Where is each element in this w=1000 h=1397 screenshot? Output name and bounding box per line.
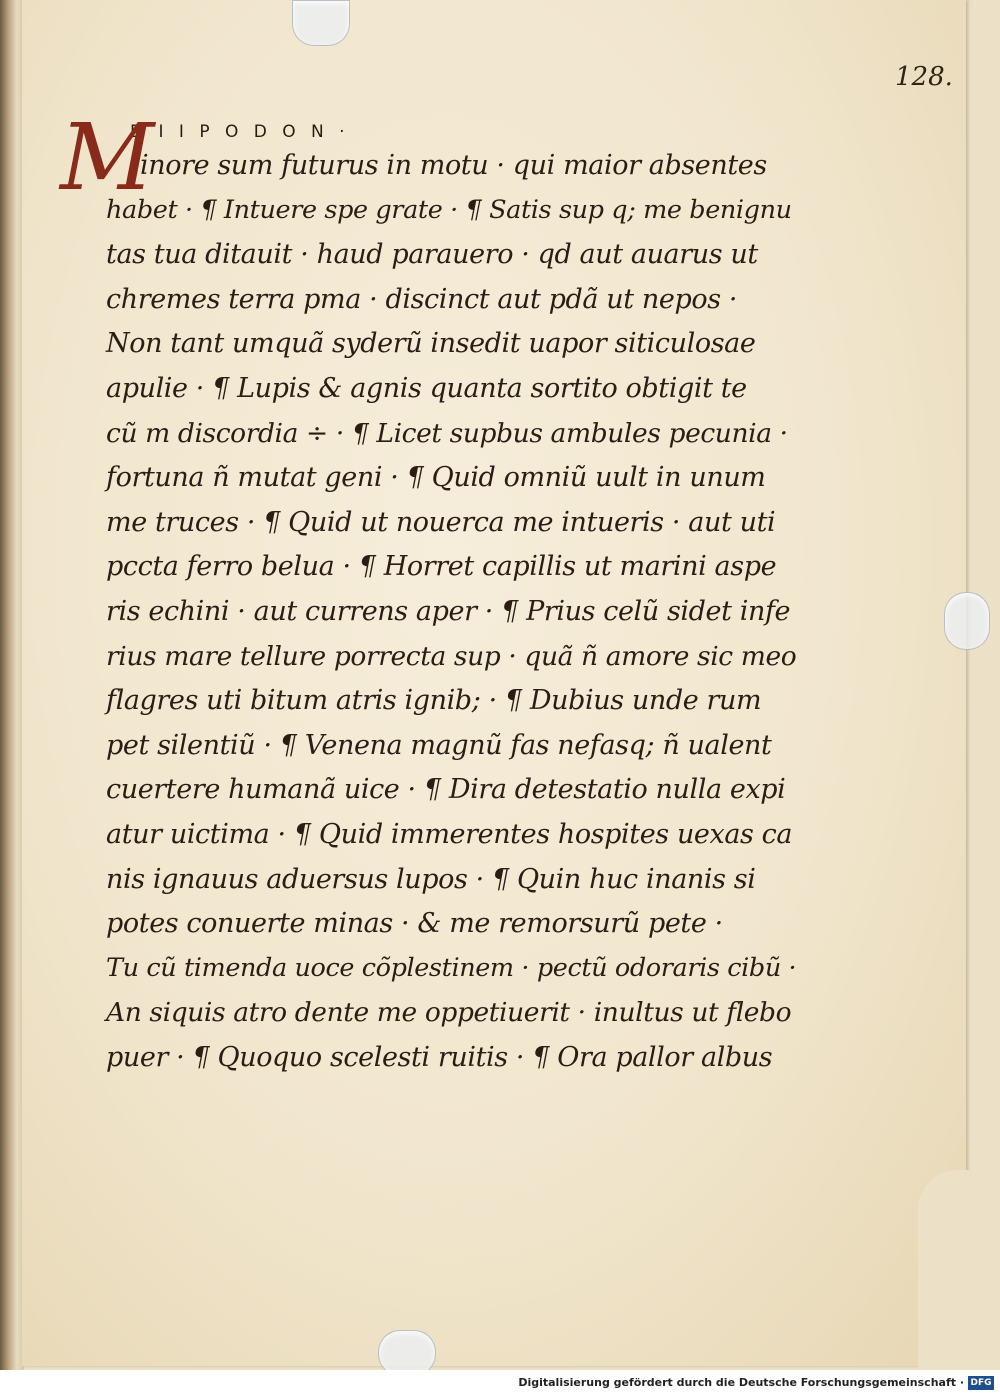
funding-credit: Digitalisierung gefördert durch die Deutsche Forschungsgemeinschaft ·: [518, 1376, 964, 1389]
manuscript-line: flagres uti bitum atris ignib; · ¶ Dubius unde rum: [106, 685, 762, 717]
folio-number: 128.: [895, 62, 953, 92]
manuscript-line: rius mare tellure porrecta sup · quã ñ amore sic meo: [106, 640, 797, 672]
manuscript-line: cũ m discordia ÷ · ¶ Licet supbus ambules pecunia ·: [106, 417, 788, 449]
manuscript-line: Tu cũ timenda uoce cõplestinem · pectũ odoraris cibũ ·: [106, 952, 797, 983]
page-clip-right: [944, 592, 990, 650]
manuscript-line: inore sum futurus in motu · qui maior absentes: [140, 150, 767, 181]
manuscript-line: apulie · ¶ Lupis & agnis quanta sortito obtigit te: [106, 373, 747, 404]
manuscript-line: puer · ¶ Quoquo scelesti ruitis · ¶ Ora pallor albus: [106, 1042, 773, 1073]
rubric-heading: D I I P O D O N ·: [130, 122, 350, 142]
manuscript-line: nis ignauus aduersus lupos · ¶ Quin huc inanis si: [106, 863, 756, 895]
manuscript-line: ris echini · aut currens aper · ¶ Prius celũ sidet infe: [106, 596, 791, 627]
page-notch: [918, 1170, 978, 1370]
manuscript-line: chremes terra pma · discinct aut pdã ut nepos ·: [106, 283, 738, 315]
dfg-logo: DFG: [968, 1376, 994, 1390]
manuscript-line: atur uictima · ¶ Quid immerentes hospites uexas ca: [106, 819, 793, 850]
manuscript-line: habet · ¶ Intuere spe grate · ¶ Satis sup q; me benignu: [106, 194, 792, 225]
manuscript-line: potes conuerte minas · & me remorsurũ pete ·: [106, 908, 723, 940]
manuscript-line: fortuna ñ mutat geni · ¶ Quid omniũ uult in unum: [106, 462, 766, 494]
manuscript-line: cuertere humanã uice · ¶ Dira detestatio nulla expi: [106, 774, 786, 806]
manuscript-line: pccta ferro belua · ¶ Horret capillis ut marini aspe: [106, 551, 777, 583]
manuscript-line: tas tua ditauit · haud parauero · qd aut auarus ut: [106, 239, 758, 271]
folio-page: [22, 0, 966, 1366]
decorated-initial: M: [60, 104, 155, 211]
page-clip-bottom: [378, 1330, 436, 1370]
page-clip-top: [292, 0, 350, 46]
manuscript-line: me truces · ¶ Quid ut nouerca me intueris · aut uti: [106, 506, 776, 538]
manuscript-line: Non tant umquã syderũ insedit uapor siticulosae: [106, 328, 756, 360]
binding-edge: [0, 0, 24, 1370]
manuscript-line: An siquis atro dente me oppetiuerit · inultus ut flebo: [106, 997, 792, 1029]
manuscript-line: pet silentiũ · ¶ Venena magnũ fas nefasq; ñ ualent: [106, 729, 772, 761]
